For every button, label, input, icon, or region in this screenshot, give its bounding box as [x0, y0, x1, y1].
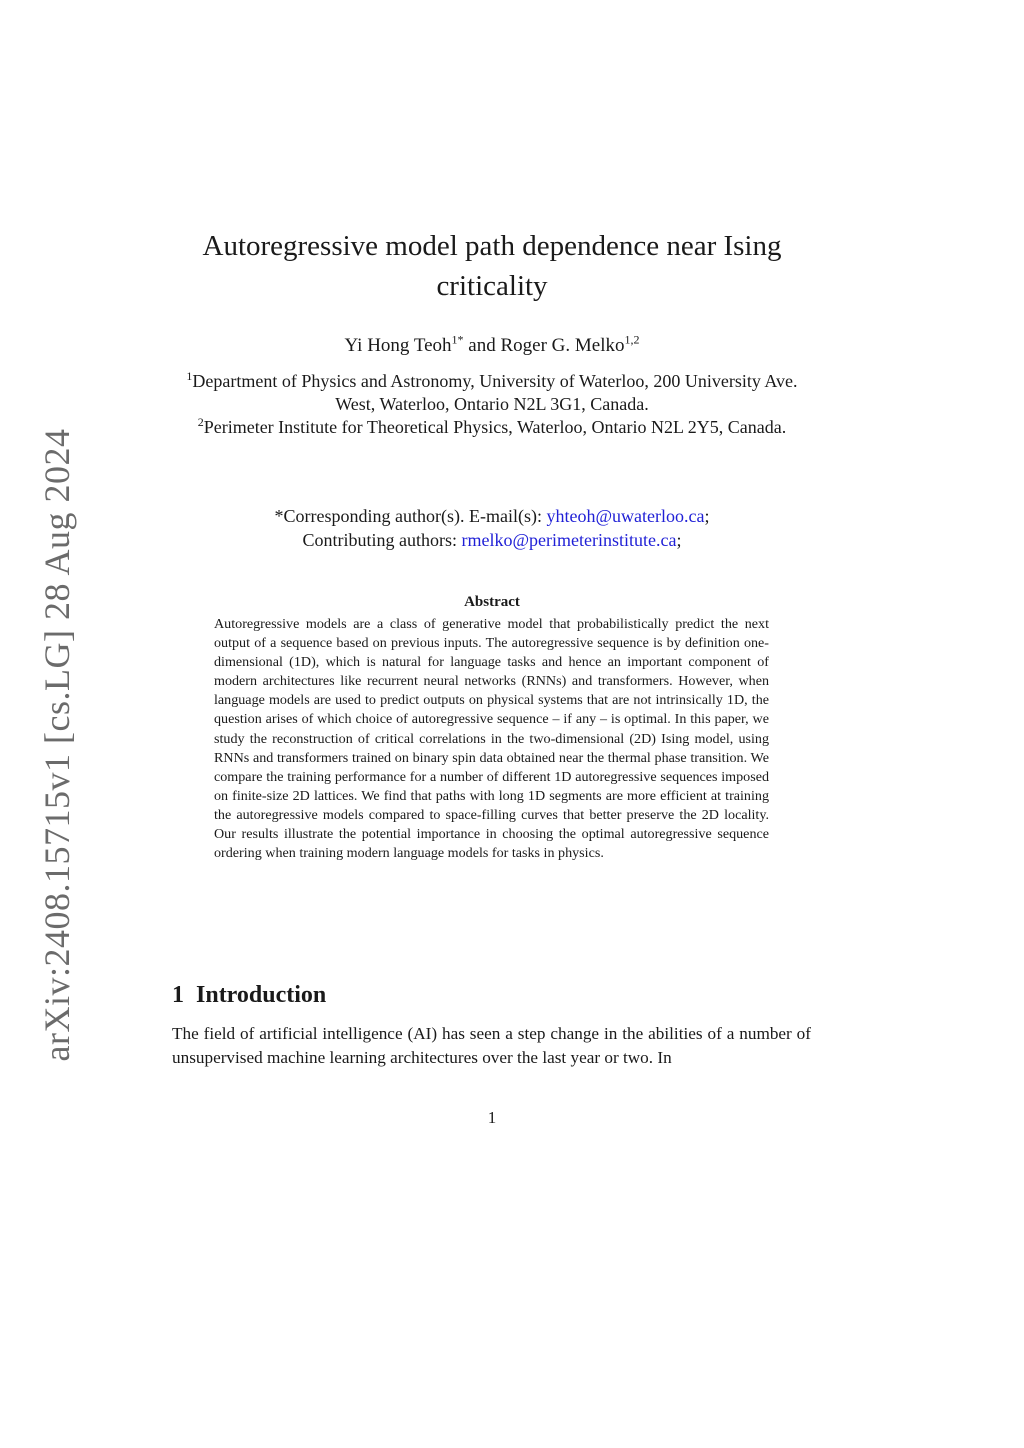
affiliation-mark: 1	[186, 369, 193, 383]
abstract-text: Autoregressive models are a class of generative model that probabilistically predict the next output of a sequence based on previous inputs. The autoregressive sequence is by definition one-dimensional (1D), which is natural for language tasks and hence an important component of modern architectures like recurrent neural networks (RNNs) and transformers. However, when language models are used to predict outputs on physical systems that are not intrinsically 1D, the question arises of which choice of autoregressive sequence – if any – is optimal. In this paper, we study the reconstruction of critical correlations in the two-dimensional (2D) Ising model, using RNNs and transformers trained on binary spin data obtained near the thermal phase transition. We compare the training performance for a number of different 1D autoregressive sequences imposed on finite-size 2D lattices. We find that paths with long 1D segments are more efficient at training the autoregressive models compared to space-filling curves that better preserve the 2D locality. Our results illustrate the potential importance in choosing the optimal autoregressive sequence ordering when training modern language models for tasks in physics.	[214, 616, 769, 862]
author-affiliation-mark: 1*	[451, 332, 464, 347]
arxiv-identifier-stamp: arXiv:2408.15715v1 [cs.LG] 28 Aug 2024	[37, 428, 77, 1062]
affiliation-1	[172, 370, 812, 416]
corresponding-author-line	[172, 504, 812, 528]
contributing-label: Contributing authors:	[302, 530, 462, 550]
abstract-heading: Abstract	[464, 594, 520, 610]
email-separator: ;	[676, 530, 682, 550]
contributing-author-line	[172, 528, 812, 552]
affiliations	[172, 370, 812, 439]
corresponding-email-link[interactable]: yhteoh@uwaterloo.ca	[546, 506, 705, 526]
email-separator: ;	[704, 506, 710, 526]
introduction-paragraph: The field of artificial intelligence (AI) has seen a step change in the abilities of a number of unsupervised machine learning architectures over the last year or two. In	[172, 1024, 811, 1067]
corresponding-label: *Corresponding author(s). E-mail(s):	[274, 506, 547, 526]
affiliation-text: Perimeter Institute for Theoretical Physics, Waterloo, Ontario N2L 2Y5, Canada.	[203, 417, 787, 437]
contributing-email-link[interactable]: rmelko@perimeterinstitute.ca	[461, 530, 677, 550]
affiliation-2	[172, 416, 812, 439]
affiliation-text: Department of Physics and Astronomy, University of Waterloo, 200 University Ave. West, Waterloo, Ontario N2L 3G1, Canada.	[192, 371, 798, 414]
section-number: 1	[172, 982, 184, 1008]
author-name: Yi Hong Teoh	[344, 335, 452, 356]
author-affiliation-mark: 1,2	[624, 332, 640, 347]
author-conjunction: and	[463, 335, 501, 356]
author-name: Roger G. Melko	[500, 335, 625, 356]
correspondence-block	[172, 504, 812, 552]
author-list	[172, 333, 812, 359]
page-number: 1	[487, 1108, 497, 1127]
affiliation-mark: 2	[197, 415, 204, 429]
paper-title: Autoregressive model path dependence near Ising criticality	[202, 230, 782, 302]
section-heading	[172, 980, 326, 1010]
section-title: Introduction	[196, 982, 327, 1008]
